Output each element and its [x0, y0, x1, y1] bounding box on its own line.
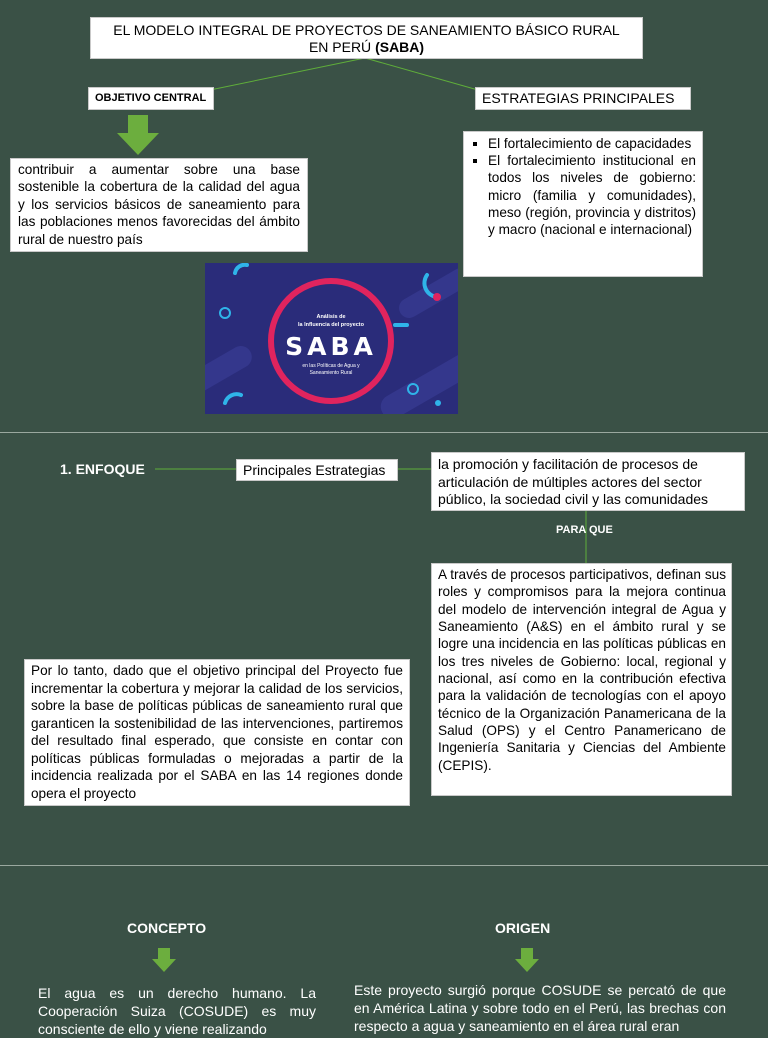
down-arrow-icon: [117, 115, 159, 155]
cover-line1: Análisis de: [316, 314, 346, 320]
saba-cover-image: [205, 263, 458, 414]
cover-decoration: [205, 263, 458, 414]
cover-big-title: SABA: [285, 332, 377, 361]
estrategias-item: ▪ El fortalecimiento institucional en todos los niveles de gobierno: micro (familia y comunidades), meso (región, provincia y distritos) y macro (nacional e internacional): [488, 152, 696, 238]
estrategias-list: [464, 135, 696, 238]
estrategias-list-box: [463, 131, 703, 277]
objetivo-label-box: [88, 87, 214, 110]
cover-line4: Saneamiento Rural: [309, 370, 353, 376]
promocion-box: [431, 452, 745, 511]
principales-estrategias-label: Principales Estrategias: [243, 462, 386, 478]
main-title-saba: (SABA): [375, 39, 425, 55]
estrategias-label: ESTRATEGIAS PRINCIPALES: [482, 90, 675, 106]
down-arrow-icon: [152, 948, 176, 972]
traves-text: A través de procesos participativos, definan sus roles y compromisos para la mejora continua del modelo de intervención integral de Agua y Saneamiento (A&S) en el ámbito rural y se logre una incidencia en las políticas públicas en los tres niveles de Gobierno: local, regional y nacional, así como en la contribución efectiva para la validación de tecnologías con el apoyo técnico de la Organización Panamericana de la Salud (OPS) y el Centro Panamericano de Ingeniería Sanitaria y Ciencias del Ambiente (CEPIS).: [438, 567, 726, 773]
estrategias-label-box: [475, 87, 691, 110]
section-divider: [0, 432, 768, 433]
cover-line3: en las Políticas de Agua y: [302, 363, 360, 369]
por-lo-tanto-box: [24, 659, 410, 806]
down-arrow-icon: [515, 948, 539, 972]
para-que-label: PARA QUE: [556, 524, 613, 536]
principales-estrategias-box: [236, 459, 398, 481]
objetivo-text-box: [10, 158, 308, 252]
cover-line2: la Influencia del proyecto: [297, 322, 365, 328]
section-divider: [0, 865, 768, 866]
objetivo-label: OBJETIVO CENTRAL: [95, 92, 207, 104]
main-title-line2-text: EN PERÚ: [308, 39, 376, 55]
concepto-label: CONCEPTO: [127, 920, 207, 936]
main-title-line2: [91, 39, 642, 56]
concepto-text: [38, 984, 316, 1038]
connector-title-objetivo: [210, 58, 365, 90]
objetivo-text: contribuir a aumentar sobre una base sostenible la cobertura de la calidad del agua y los servicios básicos de saneamiento para las poblaciones menos favorecidas del ámbito rural de nuestro país: [18, 162, 300, 247]
promocion-text: la promoción y facilitación de procesos de articulación de múltiples actores del sector público, la sociedad civil y las comunidades: [438, 456, 709, 507]
traves-box: [431, 563, 732, 796]
connector-title-estrategias: [365, 58, 478, 90]
por-lo-tanto-text: Por lo tanto, dado que el objetivo principal del Proyecto fue incrementar la cobertura y mejorar la calidad de los servicios, sobre la base de políticas públicas de saneamiento rural que garanticen la sostenibilidad de las intervenciones, partiremos del resultado final esperado, que consiste en contar con políticas públicas formuladas o mejoradas a partir de la incidencia realizada por el SABA en las 14 regiones donde opera el proyecto: [31, 663, 403, 801]
main-title-box: [90, 17, 643, 59]
enfoque-label: 1. ENFOQUE: [60, 461, 145, 477]
origen-text-content: Este proyecto surgió porque COSUDE se percató de que en América Latina y sobre todo en el Perú, las brechas con respecto a agua y saneamiento en el área rural eran: [354, 982, 726, 1034]
estrategias-item: ▪ El fortalecimiento de capacidades: [488, 135, 696, 152]
origen-text: [354, 981, 726, 1035]
main-title-line1: EL MODELO INTEGRAL DE PROYECTOS DE SANEAMIENTO BÁSICO RURAL: [113, 22, 620, 38]
origen-label: ORIGEN: [495, 920, 551, 936]
concepto-text-content: El agua es un derecho humano. La Cooperación Suiza (COSUDE) es muy consciente de ello y viene realizando: [38, 985, 316, 1037]
